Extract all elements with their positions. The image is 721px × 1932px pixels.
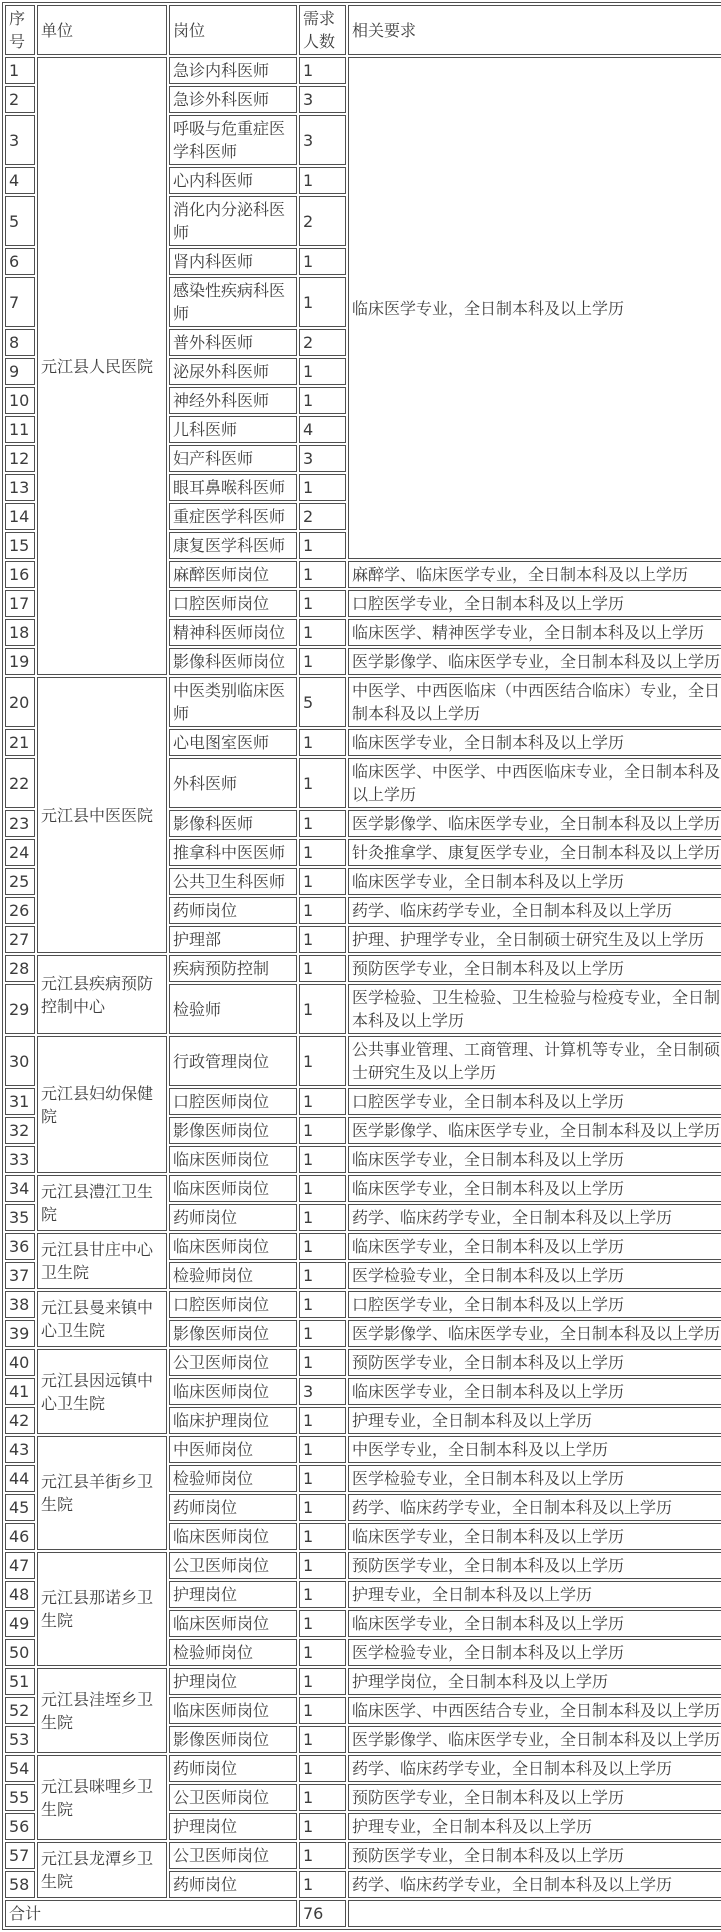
cell-post: 口腔医师岗位 [169, 1291, 297, 1318]
cell-serial: 33 [5, 1146, 35, 1173]
cell-count: 1 [299, 1668, 346, 1695]
cell-count: 1 [299, 839, 346, 866]
cell-count: 1 [299, 1755, 346, 1782]
cell-serial: 46 [5, 1523, 35, 1550]
cell-serial: 47 [5, 1552, 35, 1579]
cell-count: 1 [299, 1523, 346, 1550]
cell-post: 临床医师岗位 [169, 1697, 297, 1724]
cell-serial: 50 [5, 1639, 35, 1666]
cell-count: 2 [299, 329, 346, 356]
cell-count: 1 [299, 955, 346, 982]
cell-requirement: 药学、临床药学专业，全日制本科及以上学历 [348, 1494, 721, 1521]
cell-requirement: 医学检验、卫生检验、卫生检验与检疫专业，全日制本科及以上学历 [348, 984, 721, 1034]
cell-post: 重症医学科医师 [169, 503, 297, 530]
cell-requirement: 医学影像学、临床医学专业，全日制本科及以上学历 [348, 1320, 721, 1347]
cell-post: 中医师岗位 [169, 1436, 297, 1463]
table-row [5, 677, 721, 727]
cell-post: 公卫医师岗位 [169, 1842, 297, 1869]
cell-count: 1 [299, 590, 346, 617]
cell-post: 检验师岗位 [169, 1639, 297, 1666]
total-count: 76 [299, 1900, 346, 1927]
table-row [5, 1291, 721, 1318]
cell-requirement: 药学、临床药学专业，全日制本科及以上学历 [348, 1755, 721, 1782]
cell-serial: 36 [5, 1233, 35, 1260]
cell-serial: 34 [5, 1175, 35, 1202]
header-row [5, 5, 721, 55]
cell-serial: 30 [5, 1036, 35, 1086]
cell-count: 1 [299, 1871, 346, 1898]
cell-serial: 5 [5, 196, 35, 246]
cell-serial: 22 [5, 758, 35, 808]
cell-count: 1 [299, 1639, 346, 1666]
cell-serial: 55 [5, 1784, 35, 1811]
col-header-count: 需求人数 [299, 5, 346, 55]
cell-count: 1 [299, 1146, 346, 1173]
cell-count: 1 [299, 1291, 346, 1318]
cell-unit: 元江县人民医院 [37, 57, 167, 675]
cell-count: 1 [299, 248, 346, 275]
cell-count: 1 [299, 387, 346, 414]
cell-requirement: 护理、护理学专业，全日制硕士研究生及以上学历 [348, 926, 721, 953]
cell-requirement: 药学、临床药学专业，全日制本科及以上学历 [348, 1204, 721, 1231]
col-header-post: 岗位 [169, 5, 297, 55]
cell-serial: 21 [5, 729, 35, 756]
cell-post: 临床医师岗位 [169, 1378, 297, 1405]
cell-post: 普外科医师 [169, 329, 297, 356]
cell-post: 急诊内科医师 [169, 57, 297, 84]
cell-requirement: 药学、临床药学专业，全日制本科及以上学历 [348, 1871, 721, 1898]
cell-serial: 29 [5, 984, 35, 1034]
cell-post: 心内科医师 [169, 167, 297, 194]
cell-post: 眼耳鼻喉科医师 [169, 474, 297, 501]
cell-serial: 25 [5, 868, 35, 895]
cell-requirement: 护理专业，全日制本科及以上学历 [348, 1581, 721, 1608]
cell-post: 肾内科医师 [169, 248, 297, 275]
cell-unit: 元江县甘庄中心卫生院 [37, 1233, 167, 1289]
cell-serial: 6 [5, 248, 35, 275]
cell-serial: 23 [5, 810, 35, 837]
cell-count: 3 [299, 86, 346, 113]
cell-post: 影像医师岗位 [169, 1320, 297, 1347]
cell-post: 口腔医师岗位 [169, 590, 297, 617]
cell-post: 护理岗位 [169, 1668, 297, 1695]
cell-requirement: 临床医学专业，全日制本科及以上学历 [348, 1233, 721, 1260]
cell-serial: 54 [5, 1755, 35, 1782]
cell-requirement: 临床医学专业，全日制本科及以上学历 [348, 1175, 721, 1202]
table-row [5, 955, 721, 982]
cell-requirement: 临床医学专业，全日制本科及以上学历 [348, 868, 721, 895]
cell-unit: 元江县咪哩乡卫生院 [37, 1755, 167, 1840]
table-row [5, 1755, 721, 1782]
col-header-serial: 序号 [5, 5, 35, 55]
cell-unit: 元江县那诺乡卫生院 [37, 1552, 167, 1666]
cell-serial: 1 [5, 57, 35, 84]
cell-serial: 12 [5, 445, 35, 472]
cell-count: 1 [299, 561, 346, 588]
cell-requirement: 临床医学专业，全日制本科及以上学历 [348, 1146, 721, 1173]
cell-post: 检验师岗位 [169, 1465, 297, 1492]
cell-count: 1 [299, 1036, 346, 1086]
cell-requirement: 预防医学专业，全日制本科及以上学历 [348, 1349, 721, 1376]
col-header-unit: 单位 [37, 5, 167, 55]
cell-post: 临床医师岗位 [169, 1146, 297, 1173]
table-row [5, 1175, 721, 1202]
cell-count: 1 [299, 1349, 346, 1376]
cell-requirement: 临床医学、中西医结合专业，全日制本科及以上学历 [348, 1697, 721, 1724]
cell-requirement: 口腔医学专业，全日制本科及以上学历 [348, 1291, 721, 1318]
cell-requirement: 药学、临床药学专业，全日制本科及以上学历 [348, 897, 721, 924]
table-row [5, 1842, 721, 1869]
cell-count: 1 [299, 1088, 346, 1115]
cell-count: 1 [299, 1320, 346, 1347]
cell-requirement: 医学影像学、临床医学专业，全日制本科及以上学历 [348, 810, 721, 837]
cell-post: 中医类别临床医师 [169, 677, 297, 727]
cell-serial: 43 [5, 1436, 35, 1463]
cell-post: 影像医师岗位 [169, 1117, 297, 1144]
cell-count: 1 [299, 1494, 346, 1521]
cell-serial: 2 [5, 86, 35, 113]
cell-post: 影像医师岗位 [169, 1726, 297, 1753]
total-requirement-empty [348, 1900, 721, 1927]
table-row [5, 1233, 721, 1260]
cell-post: 消化内分泌科医师 [169, 196, 297, 246]
cell-requirement: 临床医学专业，全日制本科及以上学历 [348, 57, 721, 559]
cell-serial: 38 [5, 1291, 35, 1318]
cell-requirement: 预防医学专业，全日制本科及以上学历 [348, 1784, 721, 1811]
cell-unit: 元江县洼垤乡卫生院 [37, 1668, 167, 1753]
cell-post: 临床医师岗位 [169, 1610, 297, 1637]
cell-count: 1 [299, 57, 346, 84]
cell-serial: 13 [5, 474, 35, 501]
total-row [5, 1900, 721, 1927]
cell-count: 1 [299, 1117, 346, 1144]
cell-serial: 8 [5, 329, 35, 356]
cell-requirement: 预防医学专业，全日制本科及以上学历 [348, 1842, 721, 1869]
cell-serial: 26 [5, 897, 35, 924]
cell-count: 1 [299, 1233, 346, 1260]
cell-serial: 51 [5, 1668, 35, 1695]
cell-serial: 49 [5, 1610, 35, 1637]
cell-count: 1 [299, 1842, 346, 1869]
cell-unit: 元江县因远镇中心卫生院 [37, 1349, 167, 1434]
cell-requirement: 临床医学专业，全日制本科及以上学历 [348, 729, 721, 756]
cell-serial: 39 [5, 1320, 35, 1347]
cell-post: 护理部 [169, 926, 297, 953]
cell-count: 1 [299, 474, 346, 501]
cell-post: 精神科医师岗位 [169, 619, 297, 646]
cell-serial: 10 [5, 387, 35, 414]
table-row [5, 1552, 721, 1579]
cell-post: 临床护理岗位 [169, 1407, 297, 1434]
cell-serial: 19 [5, 648, 35, 675]
cell-post: 急诊外科医师 [169, 86, 297, 113]
cell-post: 药师岗位 [169, 1755, 297, 1782]
cell-serial: 40 [5, 1349, 35, 1376]
cell-serial: 11 [5, 416, 35, 443]
cell-requirement: 临床医学专业，全日制本科及以上学历 [348, 1610, 721, 1637]
cell-post: 公卫医师岗位 [169, 1784, 297, 1811]
cell-count: 1 [299, 729, 346, 756]
cell-requirement: 临床医学、中医学、中西医临床专业，全日制本科及以上学历 [348, 758, 721, 808]
cell-unit: 元江县澧江卫生院 [37, 1175, 167, 1231]
cell-count: 1 [299, 648, 346, 675]
cell-requirement: 中医学、中西医临床（中西医结合临床）专业，全日制本科及以上学历 [348, 677, 721, 727]
cell-serial: 27 [5, 926, 35, 953]
cell-count: 3 [299, 1378, 346, 1405]
cell-requirement: 临床医学专业，全日制本科及以上学历 [348, 1523, 721, 1550]
cell-post: 泌尿外科医师 [169, 358, 297, 385]
cell-post: 影像科医师 [169, 810, 297, 837]
cell-serial: 7 [5, 277, 35, 327]
cell-count: 1 [299, 358, 346, 385]
cell-post: 康复医学科医师 [169, 532, 297, 559]
cell-post: 药师岗位 [169, 1871, 297, 1898]
cell-count: 2 [299, 503, 346, 530]
table-row [5, 57, 721, 84]
cell-count: 3 [299, 445, 346, 472]
cell-requirement: 中医学专业，全日制本科及以上学历 [348, 1436, 721, 1463]
cell-count: 1 [299, 897, 346, 924]
cell-count: 1 [299, 1697, 346, 1724]
cell-serial: 45 [5, 1494, 35, 1521]
cell-post: 感染性疾病科医师 [169, 277, 297, 327]
cell-serial: 37 [5, 1262, 35, 1289]
cell-requirement: 临床医学专业，全日制本科及以上学历 [348, 1378, 721, 1405]
cell-requirement: 医学影像学、临床医学专业，全日制本科及以上学历 [348, 1117, 721, 1144]
table-row [5, 1436, 721, 1463]
cell-requirement: 医学检验专业，全日制本科及以上学历 [348, 1262, 721, 1289]
cell-requirement: 医学影像学、临床医学专业，全日制本科及以上学历 [348, 648, 721, 675]
col-header-requirement: 相关要求 [348, 5, 721, 55]
cell-requirement: 口腔医学专业，全日制本科及以上学历 [348, 590, 721, 617]
cell-requirement: 针灸推拿学、康复医学专业，全日制本科及以上学历 [348, 839, 721, 866]
cell-post: 行政管理岗位 [169, 1036, 297, 1086]
cell-unit: 元江县曼来镇中心卫生院 [37, 1291, 167, 1347]
cell-serial: 53 [5, 1726, 35, 1753]
cell-post: 临床医师岗位 [169, 1233, 297, 1260]
cell-count: 1 [299, 532, 346, 559]
cell-serial: 3 [5, 115, 35, 165]
total-label: 合计 [5, 1900, 297, 1927]
recruitment-table [2, 2, 721, 1930]
cell-post: 推拿科中医医师 [169, 839, 297, 866]
cell-count: 1 [299, 1581, 346, 1608]
cell-count: 1 [299, 1813, 346, 1840]
cell-post: 口腔医师岗位 [169, 1088, 297, 1115]
cell-serial: 4 [5, 167, 35, 194]
cell-unit: 元江县羊街乡卫生院 [37, 1436, 167, 1550]
cell-serial: 41 [5, 1378, 35, 1405]
cell-serial: 16 [5, 561, 35, 588]
cell-count: 1 [299, 277, 346, 327]
cell-count: 1 [299, 810, 346, 837]
cell-count: 1 [299, 167, 346, 194]
cell-requirement: 预防医学专业，全日制本科及以上学历 [348, 955, 721, 982]
table-row [5, 1036, 721, 1086]
cell-count: 1 [299, 758, 346, 808]
cell-serial: 58 [5, 1871, 35, 1898]
cell-post: 神经外科医师 [169, 387, 297, 414]
cell-count: 5 [299, 677, 346, 727]
cell-post: 呼吸与危重症医学科医师 [169, 115, 297, 165]
cell-serial: 56 [5, 1813, 35, 1840]
cell-serial: 35 [5, 1204, 35, 1231]
cell-count: 3 [299, 115, 346, 165]
cell-requirement: 医学影像学、临床医学专业，全日制本科及以上学历 [348, 1726, 721, 1753]
cell-count: 1 [299, 1407, 346, 1434]
cell-requirement: 预防医学专业，全日制本科及以上学历 [348, 1552, 721, 1579]
cell-serial: 32 [5, 1117, 35, 1144]
cell-serial: 31 [5, 1088, 35, 1115]
cell-count: 1 [299, 1175, 346, 1202]
cell-post: 临床医师岗位 [169, 1523, 297, 1550]
cell-post: 药师岗位 [169, 1494, 297, 1521]
cell-post: 妇产科医师 [169, 445, 297, 472]
cell-count: 1 [299, 1262, 346, 1289]
cell-count: 4 [299, 416, 346, 443]
cell-unit: 元江县龙潭乡卫生院 [37, 1842, 167, 1898]
cell-unit: 元江县妇幼保健院 [37, 1036, 167, 1173]
cell-post: 临床医师岗位 [169, 1175, 297, 1202]
cell-serial: 14 [5, 503, 35, 530]
cell-requirement: 护理专业，全日制本科及以上学历 [348, 1813, 721, 1840]
cell-serial: 18 [5, 619, 35, 646]
table-row [5, 1349, 721, 1376]
cell-post: 护理岗位 [169, 1813, 297, 1840]
cell-requirement: 护理专业，全日制本科及以上学历 [348, 1407, 721, 1434]
cell-serial: 44 [5, 1465, 35, 1492]
cell-serial: 28 [5, 955, 35, 982]
cell-post: 检验师岗位 [169, 1262, 297, 1289]
cell-serial: 42 [5, 1407, 35, 1434]
cell-post: 公卫医师岗位 [169, 1552, 297, 1579]
cell-post: 外科医师 [169, 758, 297, 808]
cell-post: 检验师 [169, 984, 297, 1034]
cell-count: 1 [299, 984, 346, 1034]
cell-unit: 元江县疾病预防控制中心 [37, 955, 167, 1034]
cell-requirement: 公共事业管理、工商管理、计算机等专业，全日制硕士研究生及以上学历 [348, 1036, 721, 1086]
cell-count: 1 [299, 1204, 346, 1231]
cell-count: 1 [299, 868, 346, 895]
cell-requirement: 麻醉学、临床医学专业，全日制本科及以上学历 [348, 561, 721, 588]
cell-serial: 48 [5, 1581, 35, 1608]
table-row [5, 1668, 721, 1695]
cell-count: 1 [299, 926, 346, 953]
cell-post: 公共卫生科医师 [169, 868, 297, 895]
cell-post: 药师岗位 [169, 897, 297, 924]
cell-serial: 24 [5, 839, 35, 866]
cell-count: 1 [299, 1436, 346, 1463]
cell-requirement: 医学检验专业，全日制本科及以上学历 [348, 1465, 721, 1492]
cell-serial: 57 [5, 1842, 35, 1869]
cell-count: 1 [299, 1610, 346, 1637]
cell-post: 心电图室医师 [169, 729, 297, 756]
cell-serial: 17 [5, 590, 35, 617]
cell-post: 疾病预防控制 [169, 955, 297, 982]
cell-serial: 15 [5, 532, 35, 559]
cell-count: 1 [299, 1726, 346, 1753]
cell-count: 1 [299, 1552, 346, 1579]
cell-post: 儿科医师 [169, 416, 297, 443]
cell-serial: 52 [5, 1697, 35, 1724]
cell-count: 1 [299, 1784, 346, 1811]
cell-count: 1 [299, 619, 346, 646]
cell-post: 护理岗位 [169, 1581, 297, 1608]
cell-unit: 元江县中医医院 [37, 677, 167, 953]
cell-serial: 9 [5, 358, 35, 385]
cell-requirement: 临床医学、精神医学专业，全日制本科及以上学历 [348, 619, 721, 646]
cell-post: 公卫医师岗位 [169, 1349, 297, 1376]
cell-post: 麻醉医师岗位 [169, 561, 297, 588]
cell-requirement: 口腔医学专业，全日制本科及以上学历 [348, 1088, 721, 1115]
cell-count: 1 [299, 1465, 346, 1492]
cell-post: 影像科医师岗位 [169, 648, 297, 675]
cell-requirement: 护理学岗位，全日制本科及以上学历 [348, 1668, 721, 1695]
cell-requirement: 医学检验专业，全日制本科及以上学历 [348, 1639, 721, 1666]
cell-serial: 20 [5, 677, 35, 727]
cell-count: 2 [299, 196, 346, 246]
cell-post: 药师岗位 [169, 1204, 297, 1231]
